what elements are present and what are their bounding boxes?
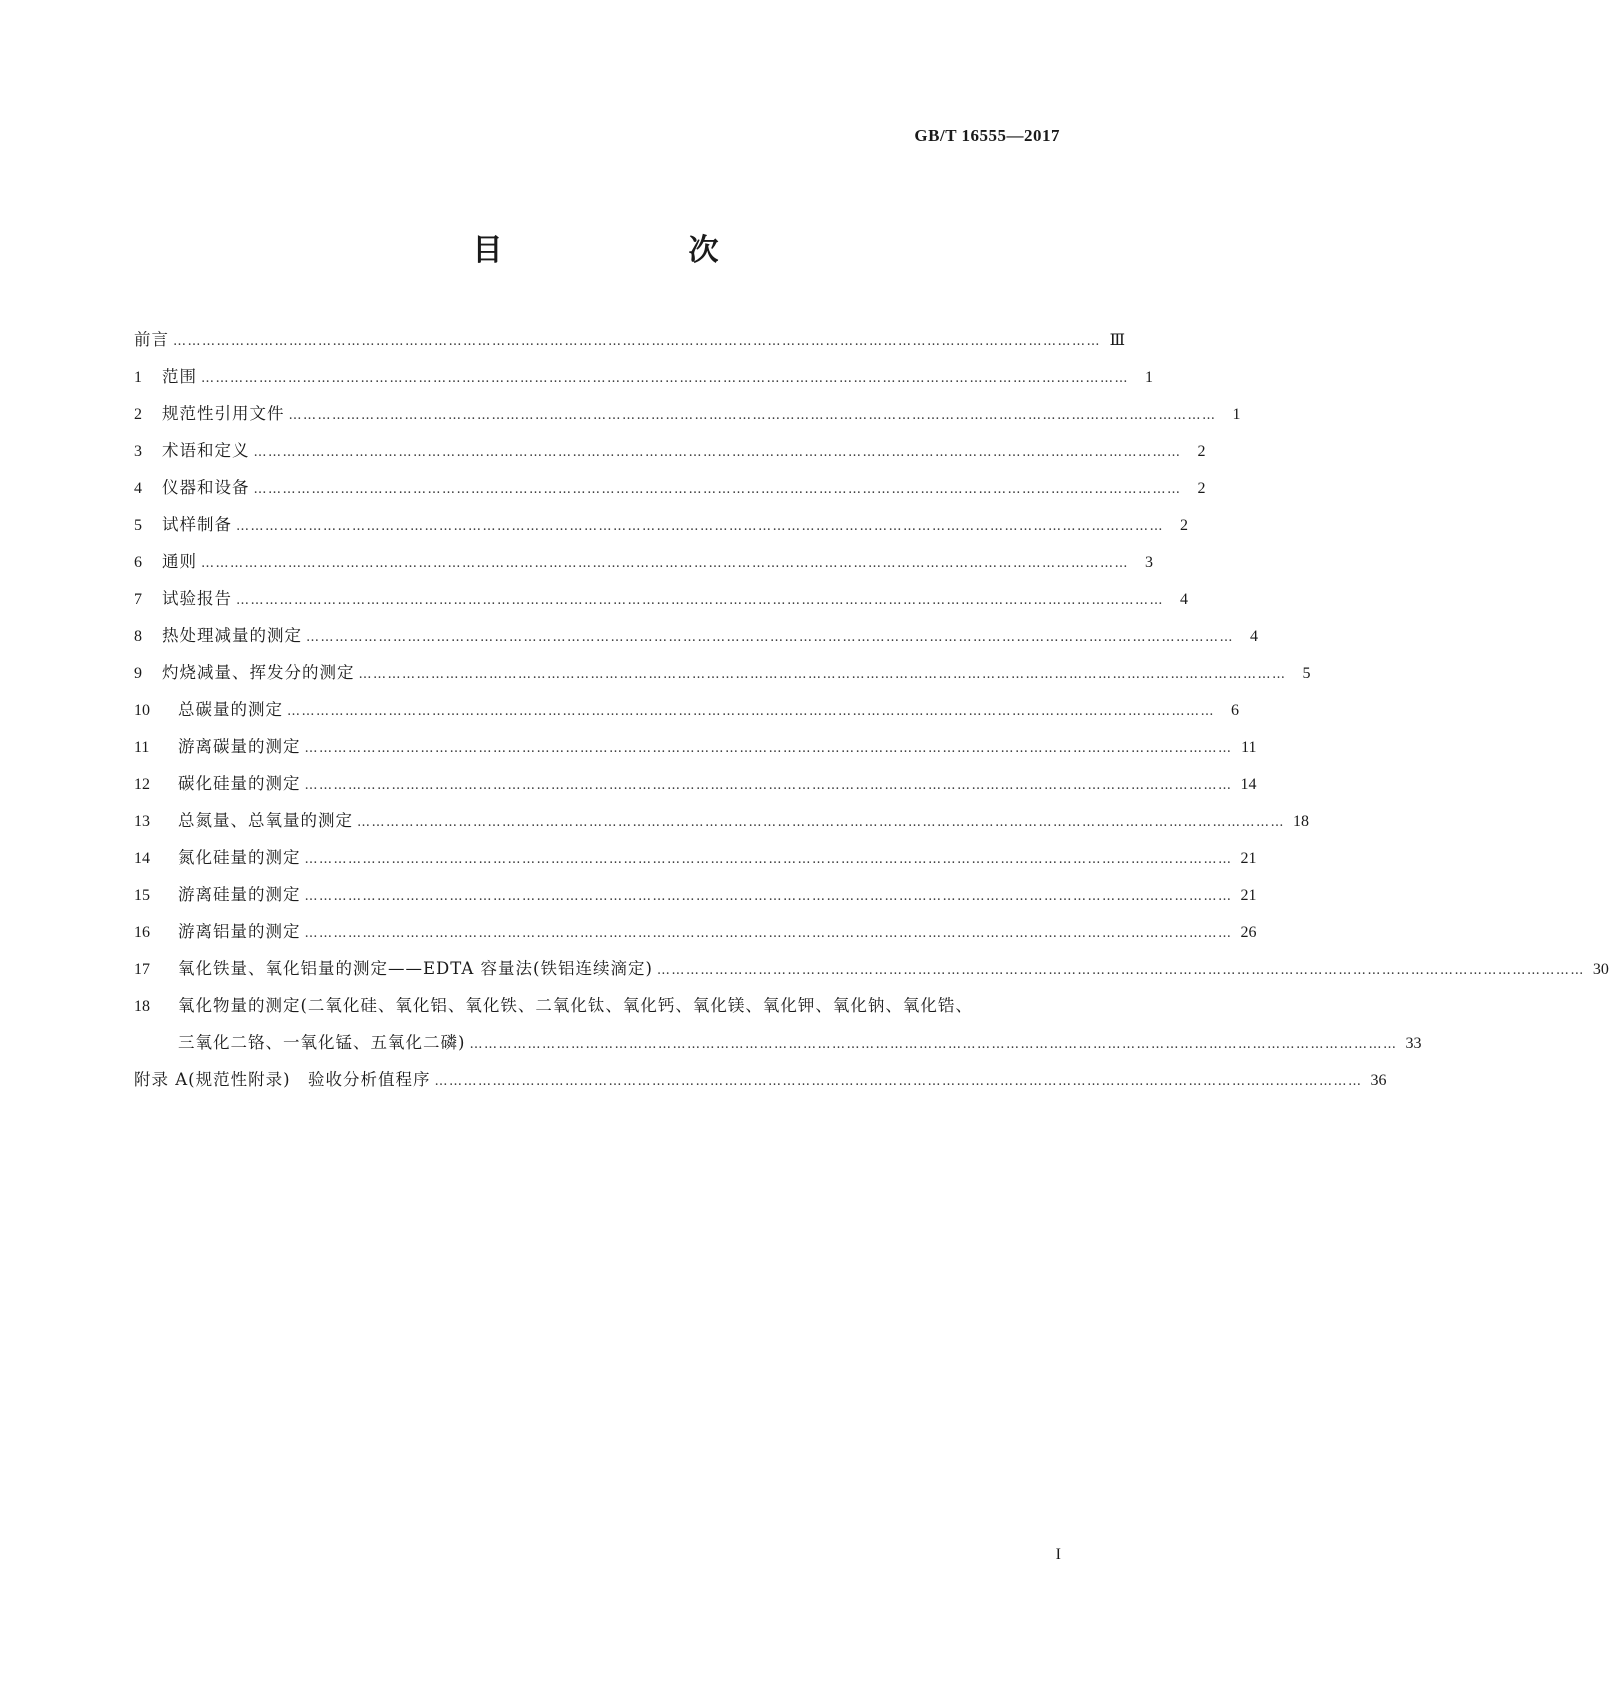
toc-leader-dots: ………………………………………………………………………………………………………………………………………………………………………… xyxy=(304,741,1233,756)
toc-entry-number: 15 xyxy=(134,887,150,904)
toc-entry-number: 13 xyxy=(134,813,150,830)
page-number: I xyxy=(1055,1546,1061,1563)
toc-entry-title: 规范性引用文件 xyxy=(162,404,285,423)
toc-entry-title: 试验报告 xyxy=(162,589,232,608)
toc-entry-number: 8 xyxy=(134,628,142,645)
toc-entry-page: 2 xyxy=(1197,443,1206,460)
toc-entry-title: 总氮量、总氧量的测定 xyxy=(178,811,353,830)
toc-entry-8[interactable] xyxy=(134,622,1258,659)
toc-leader-dots: ………………………………………………………………………………………………………………………………………………………………………… xyxy=(304,889,1233,904)
toc-entry-10[interactable] xyxy=(134,696,1239,733)
toc-leader-dots: ………………………………………………………………………………………………………………………………………………………………………… xyxy=(469,1037,1398,1052)
toc-entry-page: 6 xyxy=(1231,702,1239,719)
toc-entry-title: 三氧化二铬、一氧化锰、五氧化二磷) xyxy=(178,1033,466,1052)
toc-entry-page: 4 xyxy=(1250,628,1258,645)
toc-entry-16[interactable] xyxy=(134,918,1257,955)
toc-leader-dots: ………………………………………………………………………………………………………………………………………………………………………… xyxy=(304,778,1233,793)
toc-entry-4[interactable] xyxy=(134,474,1206,511)
toc-entry-appendix-a[interactable] xyxy=(134,1066,1387,1103)
toc-entry-number: 4 xyxy=(134,480,142,497)
toc-entry-18-continued[interactable] xyxy=(134,1029,1422,1066)
toc-entry-page: 18 xyxy=(1293,813,1309,830)
toc-entry-number: 11 xyxy=(134,739,150,756)
toc-entry-title: 碳化硅量的测定 xyxy=(178,774,301,793)
toc-leader-dots: ………………………………………………………………………………………………………………………………………………………………………… xyxy=(434,1074,1363,1089)
toc-entry-number: 17 xyxy=(134,961,150,978)
toc-entry-number: 10 xyxy=(134,702,150,719)
toc-leader-dots: ………………………………………………………………………………………………………………………………………………………………………… xyxy=(656,963,1585,978)
toc-entry-number: 5 xyxy=(134,517,142,534)
toc-entry-page: 21 xyxy=(1240,850,1257,867)
toc-entry-page: 2 xyxy=(1197,480,1206,497)
toc-entry-12[interactable] xyxy=(134,770,1257,807)
toc-entry-number: 14 xyxy=(134,850,150,867)
toc-entry-title: 游离铝量的测定 xyxy=(178,922,301,941)
toc-entry-page: 21 xyxy=(1240,887,1257,904)
toc-entry-number: 1 xyxy=(134,369,142,386)
toc-entry-number: 12 xyxy=(134,776,150,793)
toc-entry-title: 氮化硅量的测定 xyxy=(178,848,301,867)
toc-entry-title: 附录 A(规范性附录) 验收分析值程序 xyxy=(134,1070,431,1089)
toc-entry-1[interactable] xyxy=(134,363,1153,400)
toc-entry-page: 2 xyxy=(1180,517,1188,534)
toc-leader-dots: ………………………………………………………………………………………………………………………………………………………………………… xyxy=(304,852,1233,867)
toc-entry-number: 18 xyxy=(134,998,150,1015)
page-title: 目 次 xyxy=(472,233,761,268)
toc-entry-title: 前言 xyxy=(134,330,169,349)
toc-leader-dots: ………………………………………………………………………………………………………………………………………………………………………… xyxy=(201,371,1129,386)
toc-leader-dots: ………………………………………………………………………………………………………………………………………………………………………… xyxy=(173,334,1101,349)
toc-entry-page: 33 xyxy=(1405,1035,1422,1052)
toc-entry-page: 5 xyxy=(1302,665,1311,682)
toc-entry-title: 术语和定义 xyxy=(162,441,250,460)
toc-entry-page: 36 xyxy=(1370,1072,1387,1089)
toc-entry-page: Ⅲ xyxy=(1109,332,1125,349)
toc-entry-title: 试样制备 xyxy=(162,515,232,534)
toc-entry-page: 4 xyxy=(1180,591,1188,608)
toc-entry-page: 3 xyxy=(1145,554,1153,571)
toc-leader-dots: ………………………………………………………………………………………………………………………………………………………………………… xyxy=(357,815,1285,830)
toc-leader-dots: ………………………………………………………………………………………………………………………………………………………………………… xyxy=(306,630,1234,645)
toc-entry-3[interactable] xyxy=(134,437,1206,474)
toc-entry-title: 仪器和设备 xyxy=(162,478,250,497)
toc-entry-title: 通则 xyxy=(162,552,197,571)
toc-leader-dots: ………………………………………………………………………………………………………………………………………………………………………… xyxy=(201,556,1129,571)
toc-entry-17[interactable] xyxy=(134,955,1609,992)
toc-entry-number: 16 xyxy=(134,924,150,941)
toc-entry-5[interactable] xyxy=(134,511,1188,548)
toc-leader-dots: ………………………………………………………………………………………………………………………………………………………………………… xyxy=(287,704,1215,719)
toc-entry-number: 7 xyxy=(134,591,142,608)
toc-entry-2[interactable] xyxy=(134,400,1241,437)
toc-leader-dots: ………………………………………………………………………………………………………………………………………………………………………… xyxy=(288,408,1217,423)
toc-leader-dots: ………………………………………………………………………………………………………………………………………………………………………… xyxy=(236,593,1164,608)
toc-entry-18[interactable] xyxy=(134,992,1060,1029)
toc-entry-13[interactable] xyxy=(134,807,1309,844)
toc-entry-title: 氧化物量的测定(二氧化硅、氧化铝、氧化铁、二氧化钛、氧化钙、氧化镁、氧化钾、氧化钠、氧化锆、 xyxy=(178,996,973,1015)
toc-leader-dots: ………………………………………………………………………………………………………………………………………………………………………… xyxy=(253,482,1182,497)
toc-leader-dots: ………………………………………………………………………………………………………………………………………………………………………… xyxy=(253,445,1182,460)
table-of-contents xyxy=(134,326,1609,1103)
toc-entry-page: 14 xyxy=(1240,776,1257,793)
toc-entry-number: 3 xyxy=(134,443,142,460)
toc-entry-number: 2 xyxy=(134,406,142,423)
toc-entry-page: 11 xyxy=(1241,739,1257,756)
toc-entry-title: 灼烧减量、挥发分的测定 xyxy=(162,663,355,682)
toc-entry-title: 总碳量的测定 xyxy=(178,700,283,719)
toc-entry-title: 热处理减量的测定 xyxy=(162,626,302,645)
standard-code: GB/T 16555—2017 xyxy=(914,126,1060,145)
toc-leader-dots: ………………………………………………………………………………………………………………………………………………………………………… xyxy=(358,667,1287,682)
toc-entry-page: 1 xyxy=(1145,369,1153,386)
toc-entry-page: 26 xyxy=(1240,924,1257,941)
toc-entry-page: 1 xyxy=(1232,406,1241,423)
toc-entry-number: 9 xyxy=(134,665,142,682)
toc-entry-6[interactable] xyxy=(134,548,1153,585)
toc-entry-11[interactable] xyxy=(134,733,1257,770)
toc-entry-title: 游离硅量的测定 xyxy=(178,885,301,904)
toc-entry-9[interactable] xyxy=(134,659,1311,696)
toc-entry-page: 30 xyxy=(1592,961,1609,978)
toc-entry-15[interactable] xyxy=(134,881,1257,918)
toc-leader-dots: ………………………………………………………………………………………………………………………………………………………………………… xyxy=(236,519,1164,534)
toc-entry-7[interactable] xyxy=(134,585,1188,622)
toc-entry-title: 游离碳量的测定 xyxy=(178,737,301,756)
toc-entry-preface[interactable] xyxy=(134,326,1125,363)
toc-leader-dots: ………………………………………………………………………………………………………………………………………………………………………… xyxy=(304,926,1233,941)
toc-entry-title: 范围 xyxy=(162,367,197,386)
toc-entry-title: 氧化铁量、氧化铝量的测定——EDTA 容量法(铁铝连续滴定) xyxy=(178,959,653,978)
toc-entry-14[interactable] xyxy=(134,844,1257,881)
toc-entry-number: 6 xyxy=(134,554,142,571)
